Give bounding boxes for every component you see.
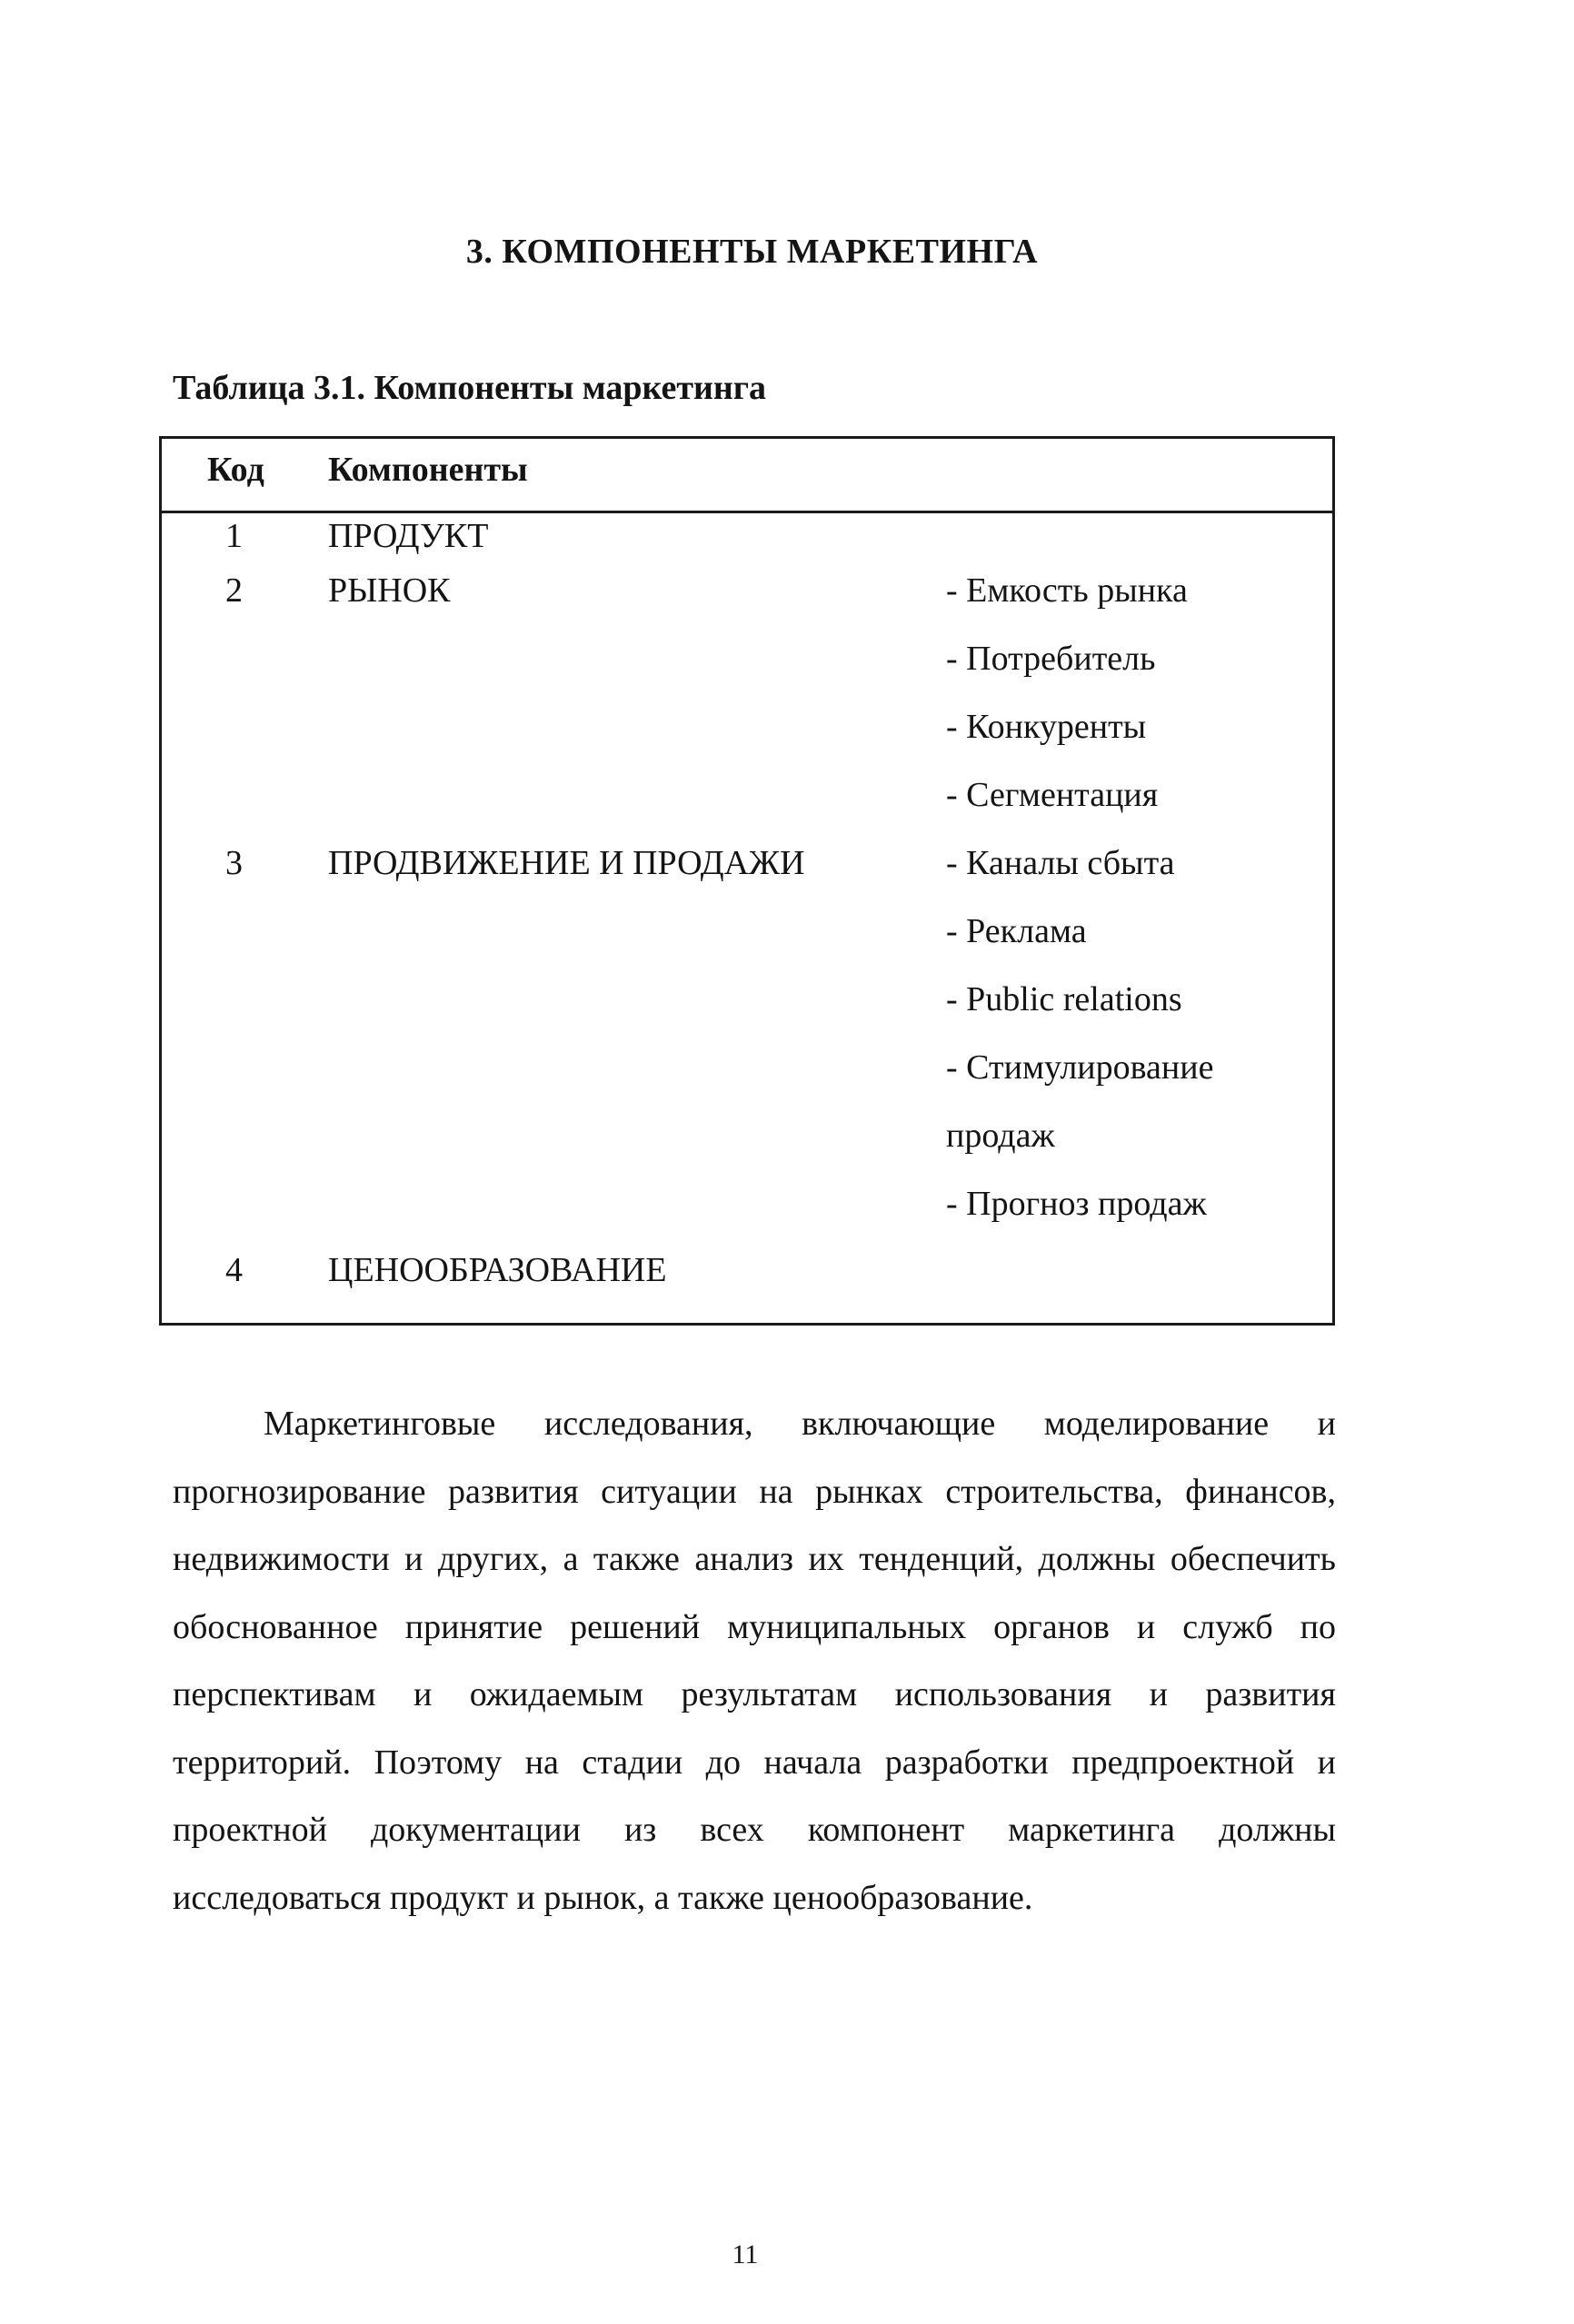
row-subitem: - Public relations [946,980,1182,1018]
table-row [162,775,1332,829]
table-row [162,911,1332,966]
row-component: ЦЕНООБРАЗОВАНИЕ [328,1251,667,1289]
header-code: Код [207,451,264,489]
table-row [162,639,1332,693]
table-row [162,843,1332,898]
row-subitem: - Емкость рынка [946,571,1188,610]
row-component: ПРОДУКТ [328,517,489,555]
table-caption: Таблица 3.1. Компоненты маркетинга [173,369,767,407]
row-code: 1 [225,517,243,555]
row-subitem: - Конкуренты [946,708,1147,746]
row-subitem: - Прогноз продаж [946,1185,1207,1223]
table-header-row [162,439,1332,513]
row-subitem: - Потребитель [946,640,1156,678]
table-row [162,1048,1332,1102]
row-subitem: - Реклама [946,912,1087,950]
row-subitem: - Каналы сбыта [946,844,1175,882]
table-row [162,1184,1332,1238]
table-row [162,1250,1332,1305]
table-row [162,979,1332,1034]
body-paragraph [173,1390,1336,1932]
page-number: 11 [732,2240,759,2269]
row-subitem: - Сегментация [946,776,1159,814]
row-component: РЫНОК [328,571,451,610]
components-table [159,436,1335,1326]
row-subitem: - Стимулирование [946,1048,1214,1087]
table-row [162,516,1332,571]
table-row [162,1116,1332,1170]
row-code: 4 [225,1251,243,1289]
paragraph-text: Маркетинговые исследования, включающие моделирование и прогнозирование развития ситуации на рынках строительства, финансов, недвижимости и других, а также анализ их тенденций, должны обеспечить обоснованное принятие решений муниципальных органов и служб по перспективам и ожидаемым результатам использования и развития территорий. Поэтому на стадии до начала разработки предпроектной и проектной документации из всех компонент маркетинга должны исследоваться продукт и рынок, а также ценообразование. [173,1405,1336,1917]
row-code: 2 [225,571,243,610]
row-code: 3 [225,844,243,882]
header-components: Компоненты [328,451,528,489]
row-subitem: продаж [946,1117,1055,1155]
row-component: ПРОДВИЖЕНИЕ И ПРОДАЖИ [328,844,805,882]
section-heading: 3. КОМПОНЕНТЫ МАРКЕТИНГА [465,233,1039,271]
table-row [162,571,1332,625]
table-row [162,707,1332,761]
